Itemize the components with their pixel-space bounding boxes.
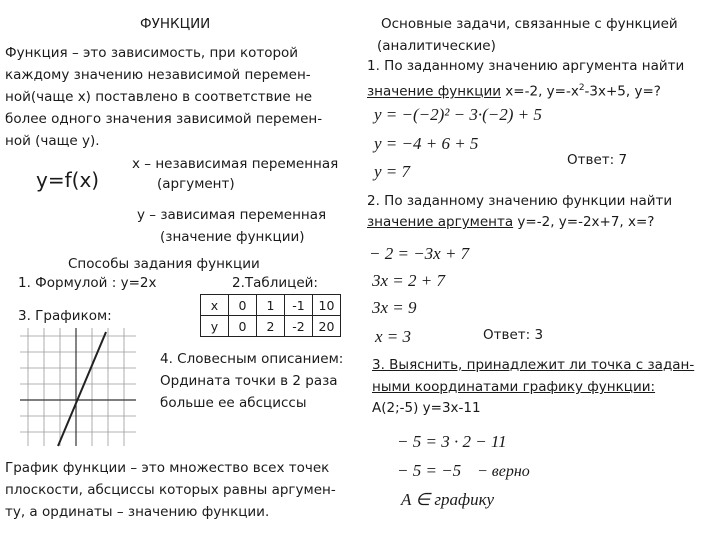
right-title: Основные задачи, связанные с функцией [381,16,678,32]
x-description: x – независимая переменная [132,156,339,172]
right-subtitle: (аналитические) [377,38,496,54]
way-description-2: Ордината точки в 2 раза [160,373,338,389]
task2-line-1: 2. По заданному значению функции найти [367,193,673,209]
x-description-note: (аргумент) [157,176,235,192]
table-cell: 2 [257,316,285,337]
equation-5: 3x = 2 + 7 [372,271,445,290]
definition-line-1: Функция – это зависимость, при которой [5,45,299,61]
answer-2: Ответ: 3 [483,327,544,343]
definition-line-4: более одного значения зависимой перемен- [5,111,323,127]
equation-7: x = 3 [375,327,412,346]
equation-8: − 5 = 3 · 2 − 11 [397,432,507,451]
answer-1: Ответ: 7 [567,152,628,168]
task3-line-2: ными координатами графику функции: [372,379,656,395]
table-cell: 10 [313,295,341,316]
left-title: ФУНКЦИИ [140,16,211,32]
values-table [200,294,341,337]
table-row-x [201,295,341,316]
graph-definition-3: ту, а ординаты – значению функции. [5,504,270,520]
ways-title: Способы задания функции [68,256,260,272]
task1-condition-tail: -3x+5, y=? [584,83,661,100]
graph-definition-2: плоскости, абсциссы которых равны аргумен- [5,482,336,498]
equation-9: − 5 = −5 [397,461,462,480]
graph-line [58,332,106,446]
table-cell: -1 [285,295,313,316]
way-description-3: больше ее абсцисcы [160,395,307,411]
verno-label: − верно [477,463,530,480]
equation-6: 3x = 9 [372,298,417,317]
task3-point: A(2;-5) y=3x-11 [372,400,481,416]
task2-underlined: значение аргумента [367,214,514,230]
y-description: y – зависимая переменная [137,207,327,223]
equation-1: y = −(−2)² − 3·(−2) + 5 [374,105,542,124]
definition-line-2: каждому значению независимой перемен- [5,67,311,83]
way-description-1: 4. Словесным описанием: [160,351,344,367]
table-cell: 0 [229,295,257,316]
definition-line-5: ной (чаще y). [5,133,100,149]
table-row-y [201,316,341,337]
way-table: 2.Таблицей: [232,275,318,291]
task1-underlined: значение функции [367,83,502,100]
table-cell: 20 [313,316,341,337]
task2-line-2 [367,214,654,231]
way-formula: 1. Формулой : y=2x [18,275,157,291]
way-graph: 3. Графиком: [18,308,112,324]
table-cell: 0 [229,316,257,337]
task2-condition: y=-2, y=-2x+7, x=? [513,214,655,230]
table-x-label: x [201,295,229,316]
function-formula: y=f(x) [36,168,100,192]
function-graph [18,326,138,448]
equation-3: y = 7 [374,162,411,181]
table-cell: 1 [257,295,285,316]
table-y-label: y [201,316,229,337]
table-cell: -2 [285,316,313,337]
task3-line-1: 3. Выяснить, принадлежит ли точка с задан- [372,357,695,373]
graph-grid [20,328,136,446]
task1-line-2 [367,80,661,101]
y-description-note: (значение функции) [160,229,305,245]
equation-10: A ∈ графику [401,490,495,509]
equation-4: − 2 = −3x + 7 [369,244,470,263]
task1-condition: x=-2, y=-x [501,83,579,100]
task1-power: 2 [578,83,585,93]
equation-2: y = −4 + 6 + 5 [374,134,479,153]
definition-line-3: ной(чаще x) поставлено в соответствие не [5,89,313,105]
graph-definition-1: График функции – это множество всех точек [5,460,330,476]
task1-line-1: 1. По заданному значению аргумента найти [367,58,685,74]
